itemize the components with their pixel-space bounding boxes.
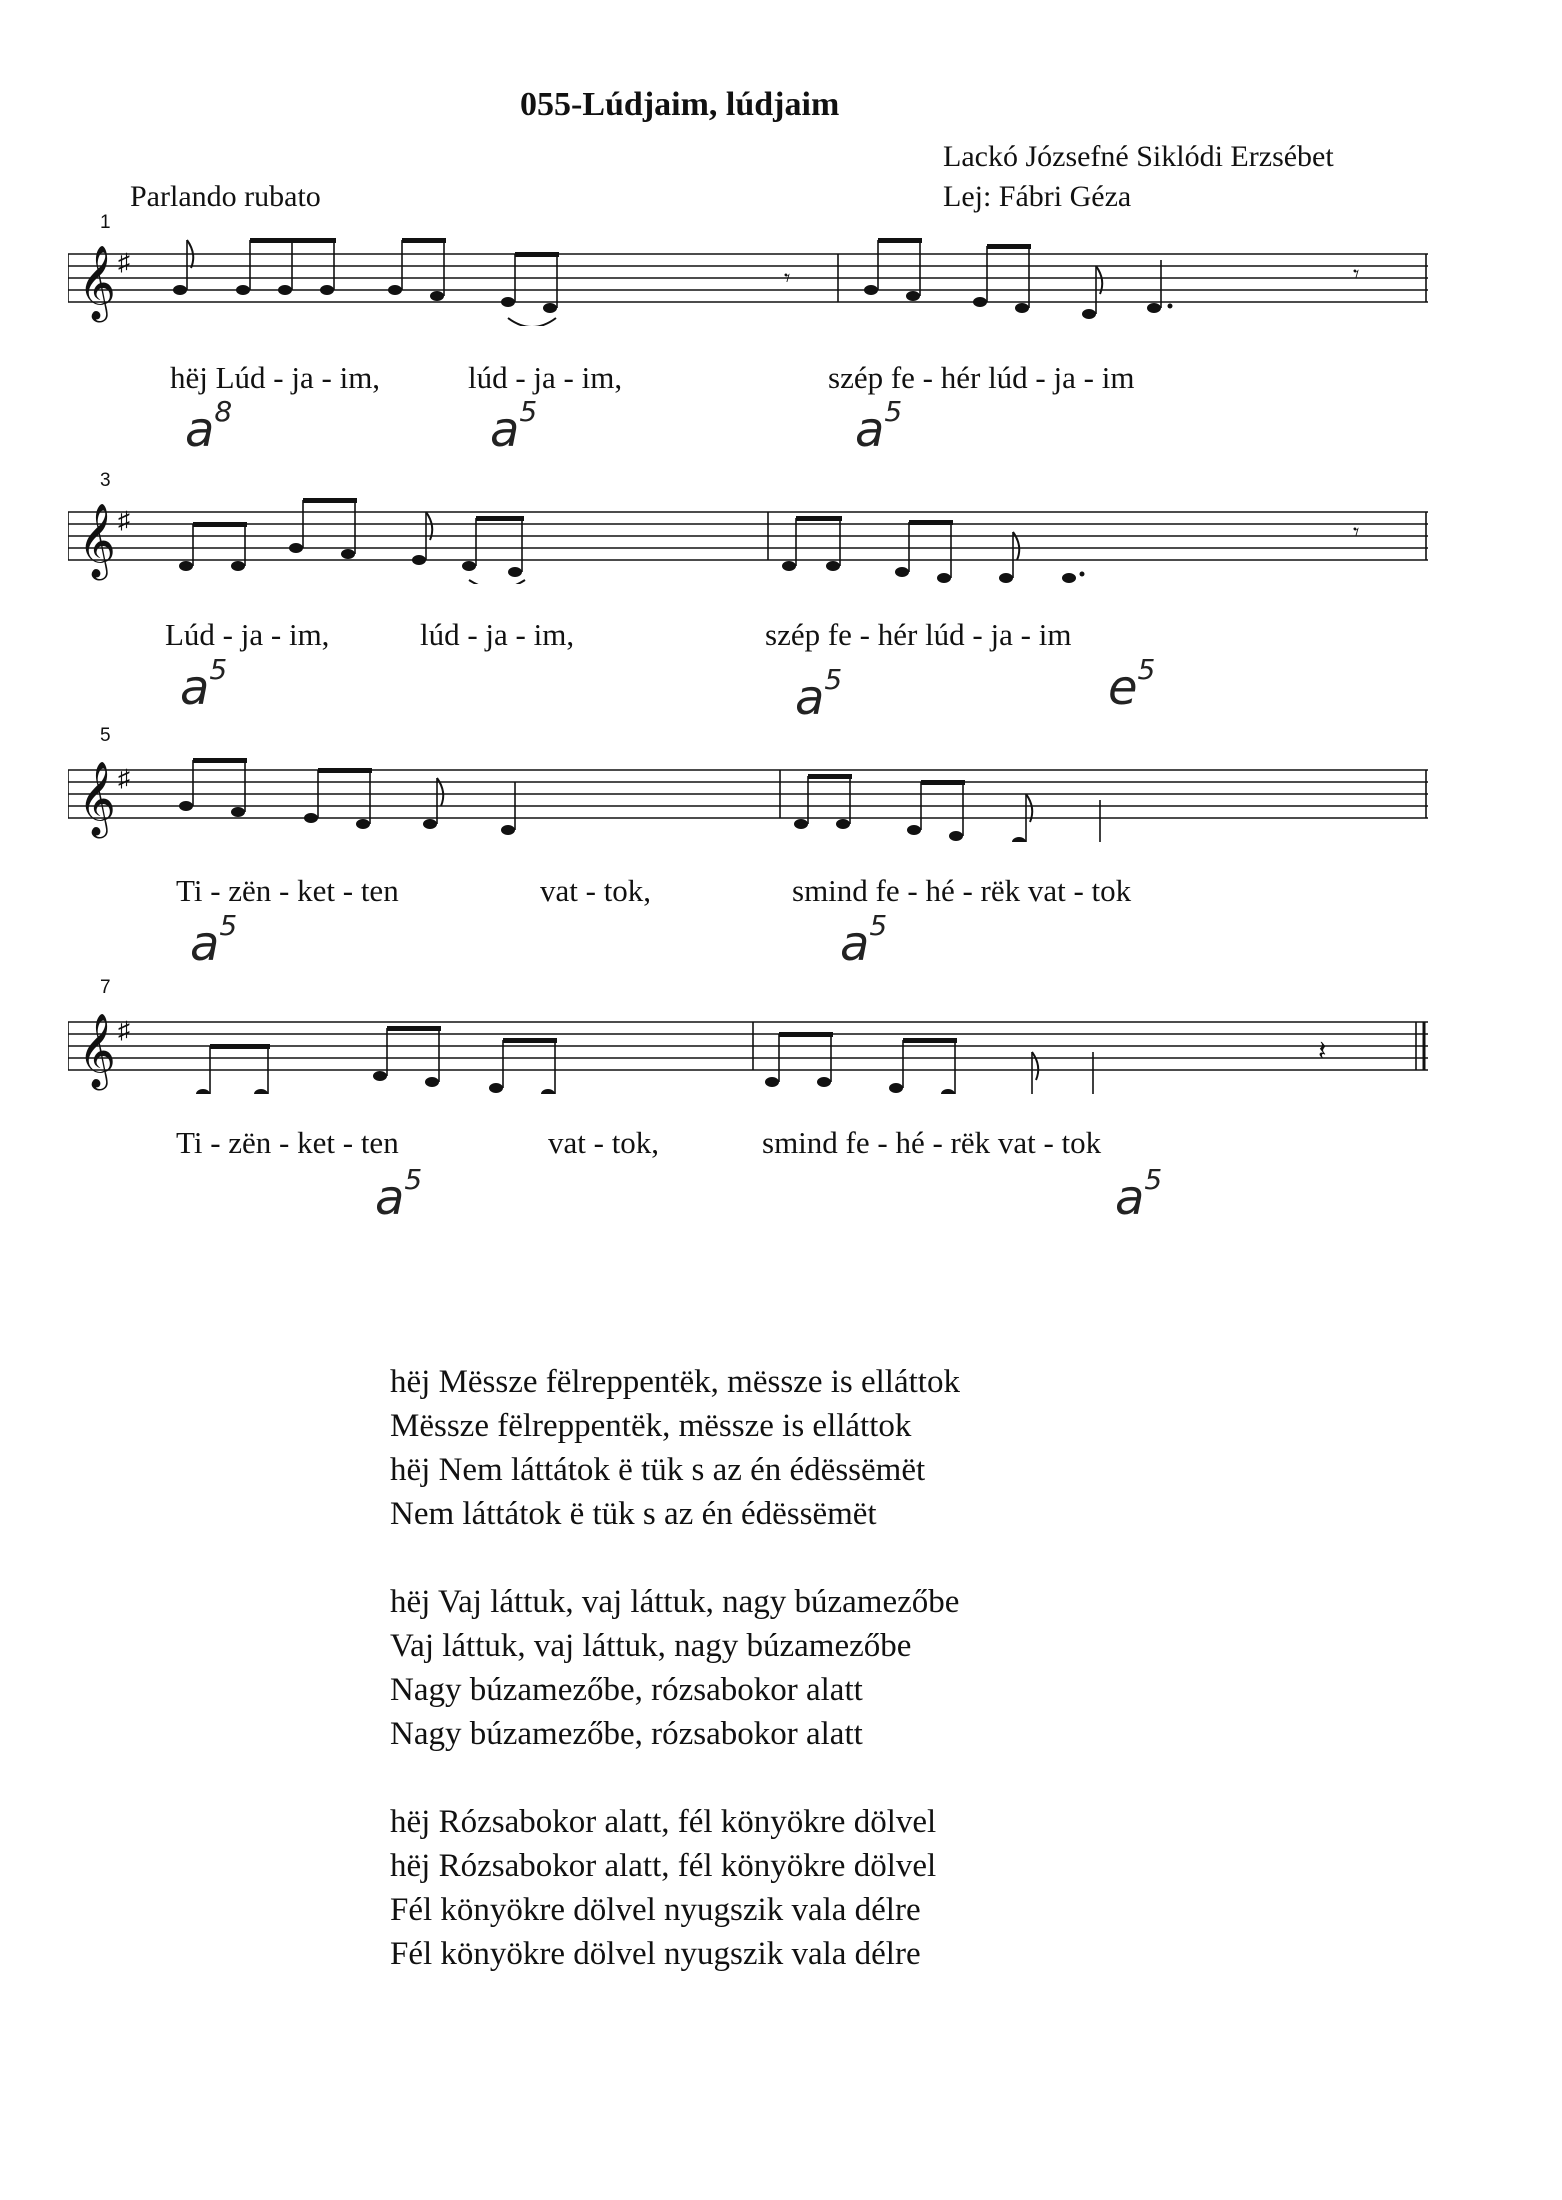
lyric-text: hëj Lúd - ja - im, [170,360,381,395]
verse-line: Vaj láttuk, vaj láttuk, nagy búzamezőbe [390,1628,912,1664]
verse-stanza [390,1360,960,1536]
verse-line: Mëssze fëlreppentëk, mëssze is elláttok [390,1408,912,1444]
chord-annotation: $a^5$ [180,653,228,716]
verse-line: Nem láttátok ë tük s az én édëssëmët [390,1496,877,1532]
sharp-icon: ♯ [118,250,130,276]
tempo-marking: Parlando rubato [130,180,321,213]
verse-line: Fél könyökre dölvel nyugszik vala délre [390,1936,921,1972]
lyric-text: lúd - ja - im, [420,617,575,652]
quarter-rest-icon: 𝄽 [1318,1036,1327,1067]
performer-credit: Lackó Józsefné Siklódi Erzsébet [943,140,1334,173]
measure-number: 5 [100,725,111,746]
music-staff-system-1 [68,236,1428,326]
chord-annotation: $e^5$ [1108,653,1156,716]
measure-number: 1 [100,212,111,233]
chord-annotation: $a^5$ [190,909,238,972]
verse-line: hëj Nem láttátok ë tük s az én édëssëmët [390,1452,926,1488]
music-staff-system-4 [68,1004,1428,1094]
verse-line: hëj Mëssze fëlreppentëk, mëssze is elláttok [390,1364,960,1400]
treble-clef-icon: 𝄞 [78,762,116,836]
music-staff-system-2 [68,494,1428,584]
treble-clef-icon: 𝄞 [78,504,116,578]
arranger-credit: Lej: Fábri Géza [943,180,1132,213]
treble-clef-icon: 𝄞 [78,246,116,320]
verse-line: hëj Vaj láttuk, vaj láttuk, nagy búzamezőbe [390,1584,960,1620]
eighth-rest-icon: 𝄾 [784,266,791,292]
eighth-rest-icon: 𝄾 [1353,520,1360,546]
verse-line: hëj Rózsabokor alatt, fél könyökre dölvel [390,1804,937,1840]
sharp-icon: ♯ [118,508,130,534]
treble-clef-icon: 𝄞 [78,1014,116,1088]
sharp-icon: ♯ [118,1018,130,1044]
verse-stanza [390,1580,960,1756]
lyric-text: Ti - zën - ket - ten [176,873,399,908]
verse-line: Nagy búzamezőbe, rózsabokor alatt [390,1672,863,1708]
lyric-text: smind fe - hé - rëk vat - tok [792,873,1132,908]
sharp-icon: ♯ [118,766,130,792]
lyric-text: lúd - ja - im, [468,360,623,395]
lyric-text: vat - tok, [548,1125,660,1160]
chord-annotation: $a^8$ [185,395,233,458]
verse-line: Nagy búzamezőbe, rózsabokor alatt [390,1716,863,1752]
lyric-text: szép fe - hér lúd - ja - im [765,617,1072,652]
measure-number: 3 [100,470,111,491]
music-staff-system-3 [68,752,1428,842]
lyric-text: Lúd - ja - im, [165,617,330,652]
chord-annotation: $a^5$ [795,663,843,726]
verse-line: Fél könyökre dölvel nyugszik vala délre [390,1892,921,1928]
song-title: 055-Lúdjaim, lúdjaim [520,86,840,123]
chord-annotation: $a^5$ [490,395,538,458]
measure-number: 7 [100,977,111,998]
lyric-text: vat - tok, [540,873,652,908]
lyric-text: smind fe - hé - rëk vat - tok [762,1125,1102,1160]
eighth-rest-icon: 𝄾 [1353,262,1360,288]
chord-annotation: $a^5$ [375,1163,423,1226]
verse-text-block [390,1360,960,2020]
chord-annotation: $a^5$ [855,395,903,458]
verse-line: hëj Rózsabokor alatt, fél könyökre dölvel [390,1848,937,1884]
lyric-text: szép fe - hér lúd - ja - im [828,360,1135,395]
chord-annotation: $a^5$ [840,909,888,972]
verse-stanza [390,1800,960,1976]
lyric-text: Ti - zën - ket - ten [176,1125,399,1160]
chord-annotation: $a^5$ [1115,1163,1163,1226]
